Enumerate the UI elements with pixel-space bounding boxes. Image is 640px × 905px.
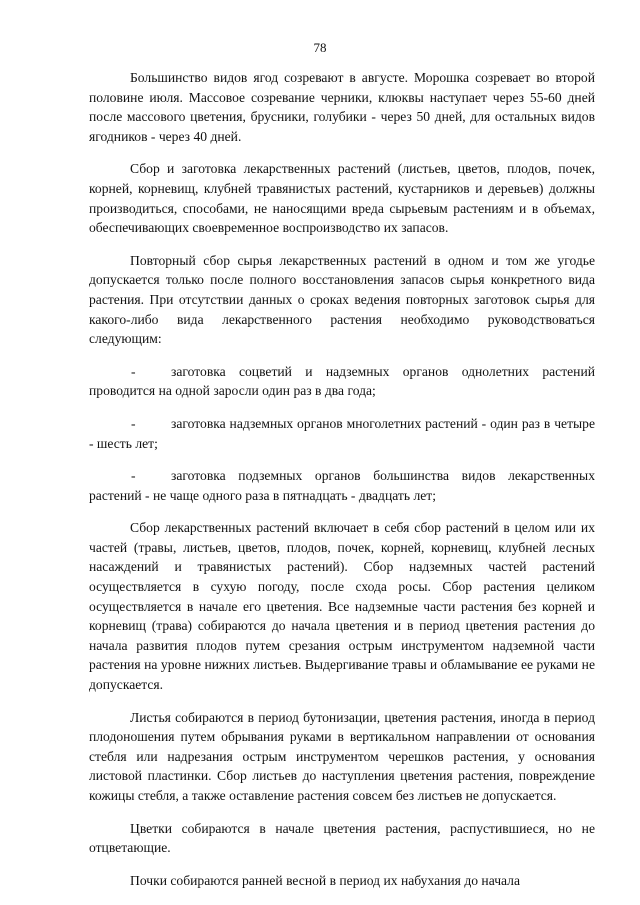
page-number: 78 xyxy=(313,40,327,55)
page-body xyxy=(89,68,595,903)
list-item-text: заготовка соцветий и надземных органов однолетних растений проводится на одной заросли один раз в два года; xyxy=(89,363,595,399)
list-item-text: заготовка надземных органов многолетних растений - один раз в четыре - шесть лет; xyxy=(89,415,595,451)
paragraph-buds: Почки собираются ранней весной в период их набухания до начала xyxy=(130,872,520,888)
paragraph-repeat-harvest: Повторный сбор сырья лекарственных растений в одном и том же угодье допускается только после полного восстановления запасов сырья конкретного вида растения. При отсутствии данных о сроках ведения повторных заготовок сырья для какого-либо вида лекарственного растения необходимо руководствоваться следующим: xyxy=(89,252,595,347)
paragraph-berry-ripening: Большинство видов ягод созревают в августе. Морошка созревает во второй половине июля. Массовое созревание черники, клюквы наступает через 55-60 дней после массового цветения, брусники, голубики - через 50 дней, для остальных видов ягодников - через 40 дней. xyxy=(89,70,595,144)
list-item-annual-plants xyxy=(89,362,595,401)
paragraph-flowers: Цветки собираются в начале цветения растения, распустившиеся, но не отцветающие. xyxy=(89,820,595,856)
list-bullet: - xyxy=(131,363,136,379)
list-item-perennial-plants xyxy=(89,414,595,453)
paragraph-leaves: Листья собираются в период бутонизации, цветения растения, иногда в период плодоношения путем обрывания руками в вертикальном направлении от основания стебля или надрезания острым инструментом черешков растения, у основания листовой пластинки. Сбор листьев до наступления цветения растения, повреждение кожицы стебля, а также оставление растения совсем без листьев не допускается. xyxy=(89,709,595,803)
paragraph-harvest-methods: Сбор и заготовка лекарственных растений (листьев, цветов, плодов, почек, корней, корневищ, клубней травянистых растений, кустарников и деревьев) должны производиться, способами, не наносящими вреда сырьевым растениям и в объемах, обеспечивающих своевременное воспроизводство их запасов. xyxy=(89,161,595,236)
paragraph-collection-rules: Сбор лекарственных растений включает в себя сбор растений в целом или их частей (травы, листьев, цветов, плодов, почек, корней, корневищ, клубней лесных насаждений и травянистых растений). Сбор надземных частей растений осуществляется в сухую погоду, после схода росы. Сбор растения целиком осуществляется в начале его цветения. Все надземные части растения без корней и корневищ (трава) собираются до начала цветения и в период цветения растения до начала развития плодов путем срезания острым инструментом надземной части растения на уровне нижних листьев. Выдергивание травы и обламывание ее руками не допускается. xyxy=(89,520,595,693)
list-item-underground-organs xyxy=(89,466,595,505)
list-item-text: заготовка подземных органов большинства видов лекарственных растений - не чаще одного раза в пятнадцать - двадцать лет; xyxy=(89,468,595,503)
list-bullet: - xyxy=(131,468,136,484)
list-bullet: - xyxy=(131,415,136,431)
